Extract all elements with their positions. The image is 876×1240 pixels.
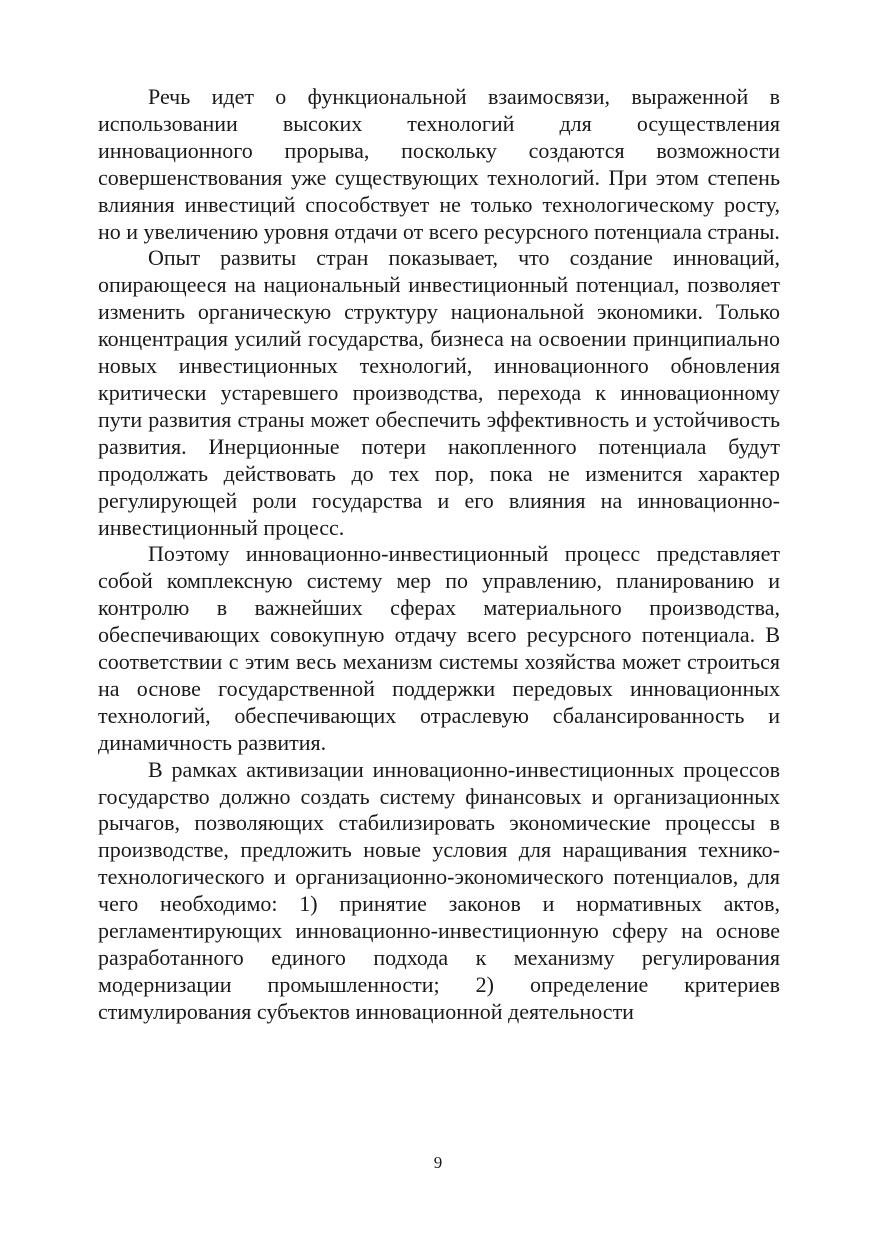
body-text — [98, 84, 780, 1026]
page-number: 9 — [433, 1153, 443, 1172]
paragraph-2: Опыт развиты стран показывает, что создание инноваций, опирающееся на национальный инвестиционный потенциал, позволяет изменить органическую структуру национальной экономики. Только концентрация усилий государства, бизнеса на освоении принципиально новых инвестиционных технологий, инновационного обновления критически устаревшего производства, перехода к инновационному пути развития страны может обеспечить эффективность и устойчивость развития. Инерционные потери накопленного потенциала будут продолжать действовать до тех пор, пока не изменится характер регулирующей роли государства и его влияния на инновационно-инвестиционный процесс. — [98, 245, 780, 540]
paragraph-3: Поэтому инновационно-инвестиционный процесс представляет собой комплексную систему мер по управлению, планированию и контролю в важнейших сферах материального производства, обеспечивающих совокупную отдачу всего ресурсного потенциала. В соответствии с этим весь механизм системы хозяйства может строиться на основе государственной поддержки передовых инновационных технологий, обеспечивающих отраслевую сбалансированность и динамичность развития. — [98, 541, 780, 755]
paragraph-4: В рамках активизации инновационно-инвестиционных процессов государство должно создать систему финансовых и организационных рычагов, позволяющих стабилизировать экономические процессы в производстве, предложить новые условия для наращивания технико-технологического и организационно-экономического потенциалов, для чего необходимо: 1) принятие законов и нормативных актов, регламентирующих инновационно-инвестиционную сферу на основе разработанного единого подхода к механизму регулирования модернизации промышленности; 2) определение критериев стимулирования субъектов инновационной деятельности — [98, 756, 780, 1024]
paragraph-1: Речь идет о функциональной взаимосвязи, выраженной в использовании высоких технологий для осуществления инновационного прорыва, поскольку создаются возможности совершенствования уже существующих технологий. При этом степень влияния инвестиций способствует не только технологическому росту, но и увеличению уровня отдачи от всего ресурсного потенциала страны. — [98, 84, 780, 244]
